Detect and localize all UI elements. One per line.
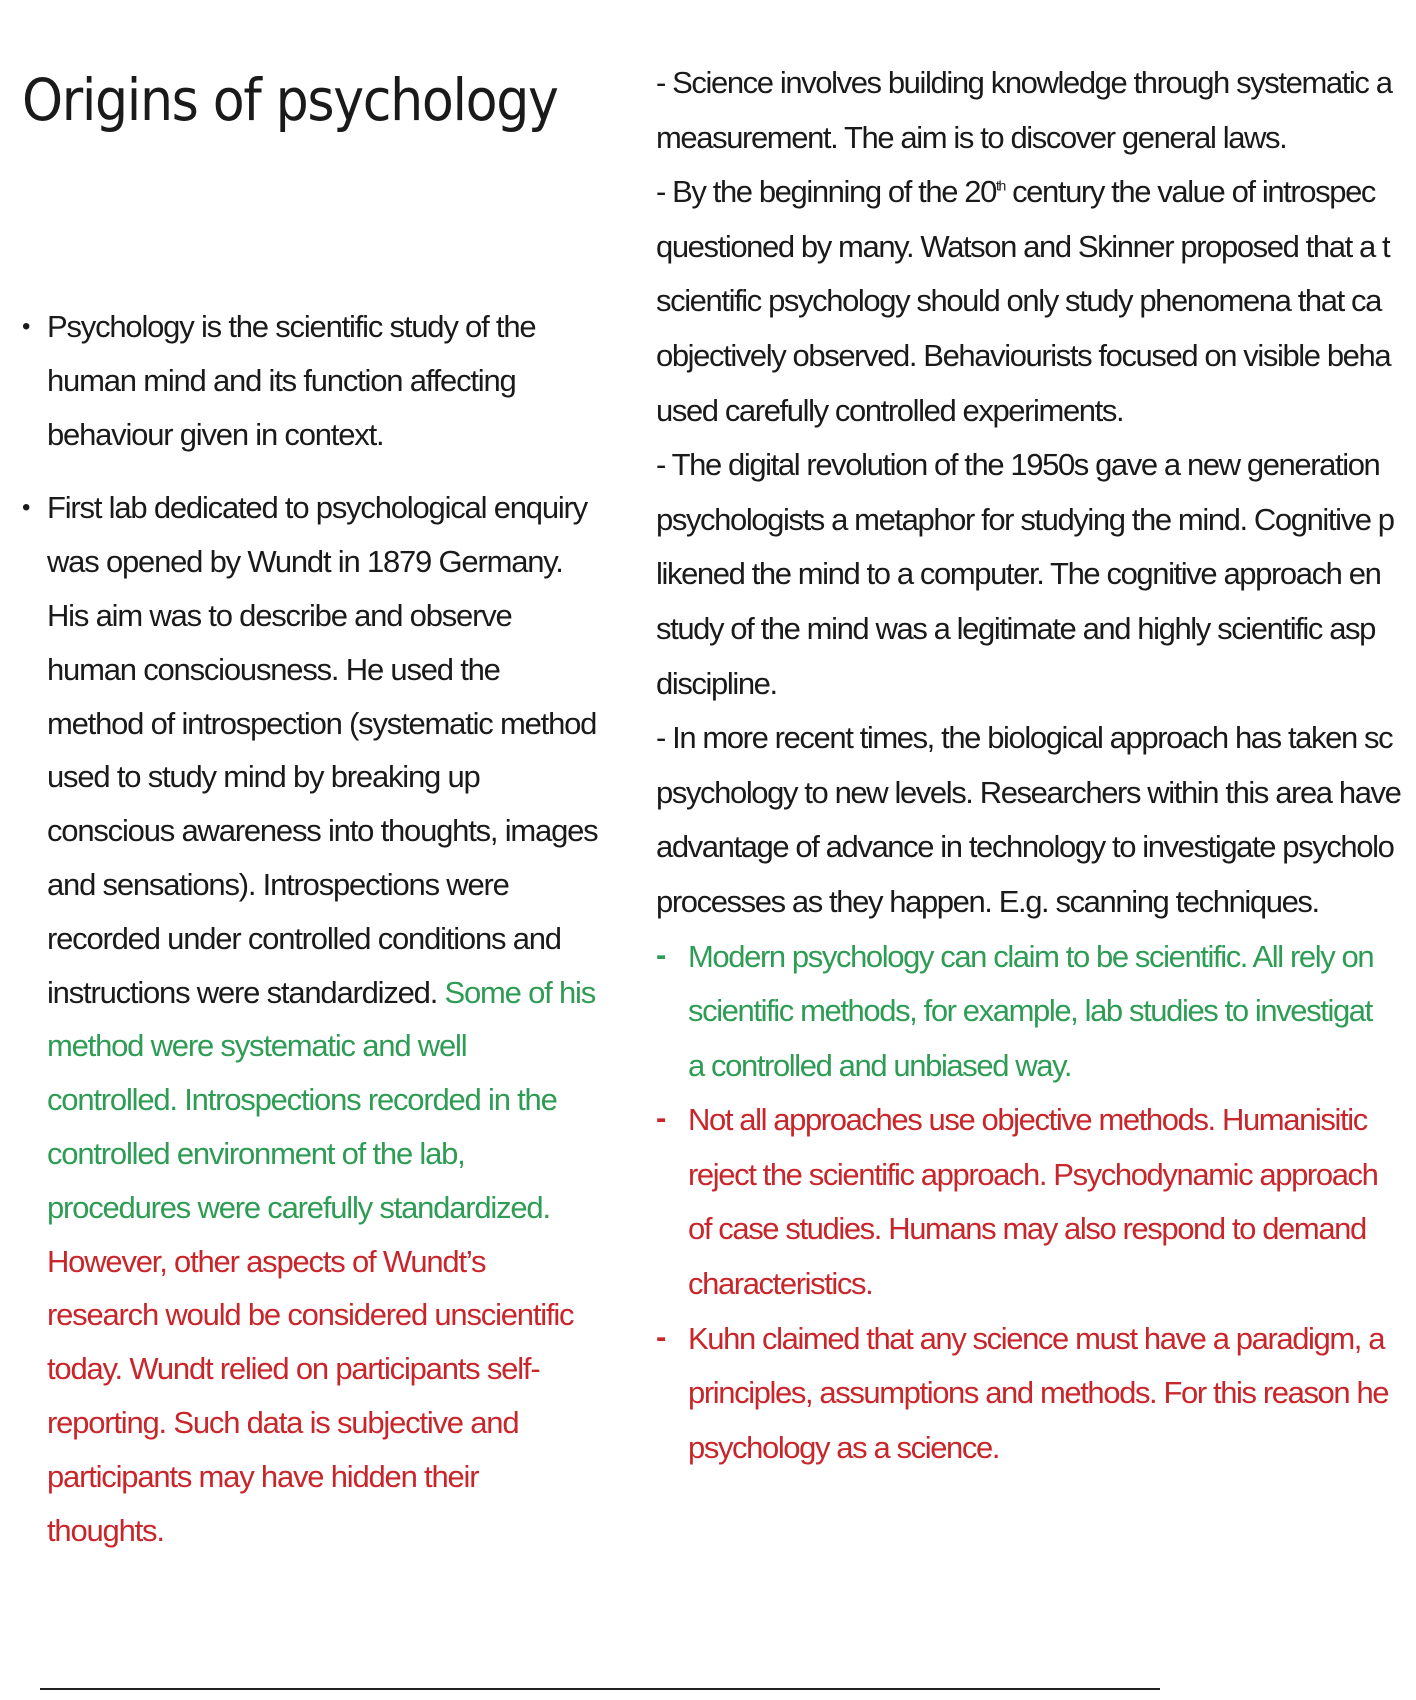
bullet-icon: •	[22, 313, 30, 340]
text-fragment: century the value of introspec	[1004, 174, 1376, 210]
bottom-divider	[40, 1688, 1160, 1690]
text-line: objectively observed. Behaviourists focused on visible beha	[656, 337, 1391, 373]
text-line: scientific psychology should only study phenomena that ca	[656, 283, 1381, 319]
strength-line	[656, 930, 1416, 985]
weakness-line: characteristics.	[688, 1266, 873, 1302]
text-line: used carefully controlled experiments.	[656, 392, 1124, 428]
text-fragment: Kuhn claimed that any science must have a paradigm, a	[688, 1320, 1385, 1356]
weakness-text: However, other aspects of Wundt’s research would be considered unscientific today. Wundt relied on participants self-reporting. Such data is subjective and participants may have hidden their thoughts.	[47, 1243, 574, 1548]
dash-bullet-icon: -	[656, 1100, 665, 1136]
dash-bullet-icon: -	[656, 936, 665, 972]
weakness-line	[656, 1093, 1416, 1148]
list-item-wundt	[22, 481, 602, 1557]
text-line: psychology to new levels. Researchers within this area have	[656, 774, 1401, 810]
text-line: psychologists a metaphor for studying the mind. Cognitive p	[656, 501, 1394, 537]
text-line: questioned by many. Watson and Skinner proposed that a t	[656, 228, 1390, 264]
text-line	[656, 165, 1416, 220]
text-line: likened the mind to a computer. The cognitive approach en	[656, 556, 1381, 592]
text-line: discipline.	[656, 665, 777, 701]
weakness-line: of case studies. Humans may also respond to demand	[688, 1211, 1366, 1247]
list-item-definition	[22, 300, 602, 461]
text-line: measurement. The aim is to discover general laws.	[656, 119, 1287, 155]
text-fragment: Not all approaches use objective methods. Humanisitic	[688, 1102, 1367, 1138]
text-fragment: Modern psychology can claim to be scientific. All rely on	[688, 938, 1374, 974]
strength-text: Some of his method were systematic and well controlled. Introspections recorded in the controlled environment of the lab, procedures were carefully standardized.	[47, 974, 596, 1225]
weakness-line: reject the scientific approach. Psychodynamic approach	[688, 1156, 1378, 1192]
weakness-line: principles, assumptions and methods. For this reason he	[688, 1375, 1389, 1411]
strength-line: a controlled and unbiased way.	[688, 1047, 1072, 1083]
bullet-text: First lab dedicated to psychological enquiry was opened by Wundt in 1879 Germany. His aim was to describe and observe human consciousness. He used the method of introspection (systematic method used to study mind by breaking up conscious awareness into thoughts, images and sensations). Introspections were recorded under controlled conditions and instructions were standardized.	[47, 490, 598, 1010]
text-line: - The digital revolution of the 1950s gave a new generation	[656, 447, 1380, 483]
right-column	[656, 56, 1416, 1475]
weakness-line	[656, 1312, 1416, 1367]
text-line: advantage of advance in technology to investigate psycholo	[656, 829, 1394, 865]
strength-line: scientific methods, for example, lab studies to investigat	[688, 993, 1372, 1029]
page-title: Origins of psychology	[22, 66, 558, 134]
weakness-line: psychology as a science.	[688, 1429, 1000, 1465]
left-column	[22, 300, 602, 1577]
bullet-icon: •	[22, 494, 30, 522]
bullet-list	[22, 300, 602, 1557]
text-fragment: - By the beginning of the 20	[656, 174, 996, 210]
bullet-text: Psychology is the scientific study of the human mind and its function affecting behaviour given in context.	[47, 309, 536, 452]
superscript: th	[995, 177, 1005, 194]
dash-bullet-icon: -	[656, 1318, 665, 1354]
text-line: - Science involves building knowledge through systematic a	[656, 65, 1392, 100]
text-line: processes as they happen. E.g. scanning techniques.	[656, 883, 1319, 919]
text-line: - In more recent times, the biological approach has taken sc	[656, 720, 1393, 756]
text-line: study of the mind was a legitimate and highly scientific asp	[656, 610, 1375, 646]
